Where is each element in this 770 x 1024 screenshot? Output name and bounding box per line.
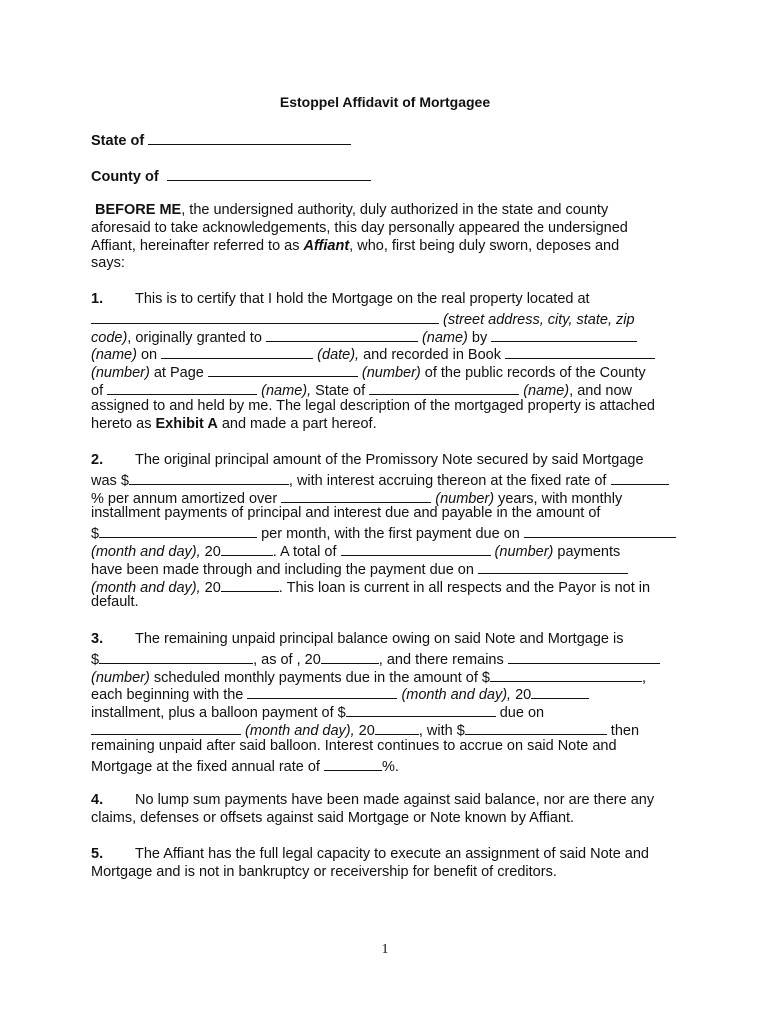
paragraph-4: 4. No lump sum payments have been made against said balance, nor are there any claims, defenses or offsets against said Mortgage or Note known by Affiant.: [91, 792, 655, 826]
balance-year-blank[interactable]: [321, 649, 379, 664]
book-blank[interactable]: [505, 344, 655, 359]
annual-rate-blank[interactable]: [324, 756, 382, 771]
state-label: State of: [91, 133, 145, 149]
scheduled-amount-blank[interactable]: [490, 667, 642, 682]
grantee-blank[interactable]: [491, 327, 637, 342]
remaining-amount-blank[interactable]: [465, 720, 607, 735]
page-blank[interactable]: [208, 362, 358, 377]
county-blank[interactable]: [167, 166, 371, 181]
beginning-date-blank[interactable]: [247, 684, 397, 699]
remaining-payments-blank[interactable]: [508, 649, 660, 664]
payment-through-year-blank[interactable]: [221, 577, 279, 592]
payment-through-blank[interactable]: [478, 559, 628, 574]
paragraph-number: 4.: [91, 792, 104, 808]
beginning-year-blank[interactable]: [531, 684, 589, 699]
principal-amount-blank[interactable]: [129, 470, 289, 485]
document-title: Estoppel Affidavit of Mortgagee: [279, 94, 491, 110]
first-payment-blank[interactable]: [524, 523, 676, 538]
balloon-amount-blank[interactable]: [346, 702, 496, 717]
state-line: [91, 130, 351, 149]
state-name-blank[interactable]: [369, 380, 519, 395]
state-blank[interactable]: [148, 130, 351, 145]
balloon-year-blank[interactable]: [375, 720, 419, 735]
balance-blank[interactable]: [99, 649, 253, 664]
monthly-amount-blank[interactable]: [99, 523, 257, 538]
amortization-years-blank[interactable]: [281, 488, 431, 503]
paragraph-number: 2.: [91, 452, 104, 468]
paragraph-5: 5. The Affiant has the full legal capacity to execute an assignment of said Note and Mortgage and is not in bankruptcy or receivership for benefit of creditors.: [91, 846, 649, 880]
intro-paragraph: BEFORE ME, the undersigned authority, duly authorized in the state and county aforesaid to take acknowledgements, this day personally appeared the undersigned Affiant, hereinafter referred to as Affiant, who, first being duly sworn, deposes and says:: [91, 202, 628, 272]
county-name-blank[interactable]: [107, 380, 257, 395]
paragraph-1: 1. This is to certify that I hold the Mortgage on the real property located at (street address, city, state, zip code), originally granted to (name) by (name) on (date), and recorded in Book (number) at Page (number) of the public records of the County of (name), State of (name), and now assigned to and held by me. The legal description of the mortgaged property is attached hereto as Exhibit A and made a part hereof.: [91, 291, 655, 432]
paragraph-number: 1.: [91, 291, 104, 307]
paragraph-3: 3. The remaining unpaid principal balance owing on said Note and Mortgage is $ , as of , 20 , and there remains (number) scheduled monthly payments due in the amount of $ , each beginning with the (month and day), 20 installment, plus a balloon payment of $ due on (month and day), 20 , with $ then remaining unpaid after said balloon. Interest continues to accrue on said Note and Mortgage at the fixed annual rate of %.: [91, 631, 681, 773]
first-payment-year-blank[interactable]: [221, 541, 273, 556]
grantor-blank[interactable]: [266, 327, 418, 342]
date-blank[interactable]: [161, 344, 313, 359]
paragraph-2: 2. The original principal amount of the Promissory Note secured by said Mortgage was $ , with interest accruing thereon at the fixed rate of % per annum amortized over (number) years, with monthly installment payments of principal and interest due and payable in the amount of $ per month, with the first payment due on (month and day), 20 . A total of (number) payments have been made through and including the payment due on (month and day), 20 . This loan is current in all respects and the Payor is not in default.: [91, 452, 681, 612]
county-label: County of: [91, 169, 159, 185]
paragraph-number: 3.: [91, 631, 104, 647]
county-line: [91, 166, 371, 185]
balloon-date-blank[interactable]: [91, 720, 241, 735]
interest-rate-blank[interactable]: [611, 470, 669, 485]
page-number: 1: [381, 942, 389, 957]
paragraph-number: 5.: [91, 846, 104, 862]
address-blank[interactable]: [91, 309, 439, 324]
payments-made-blank[interactable]: [341, 541, 491, 556]
